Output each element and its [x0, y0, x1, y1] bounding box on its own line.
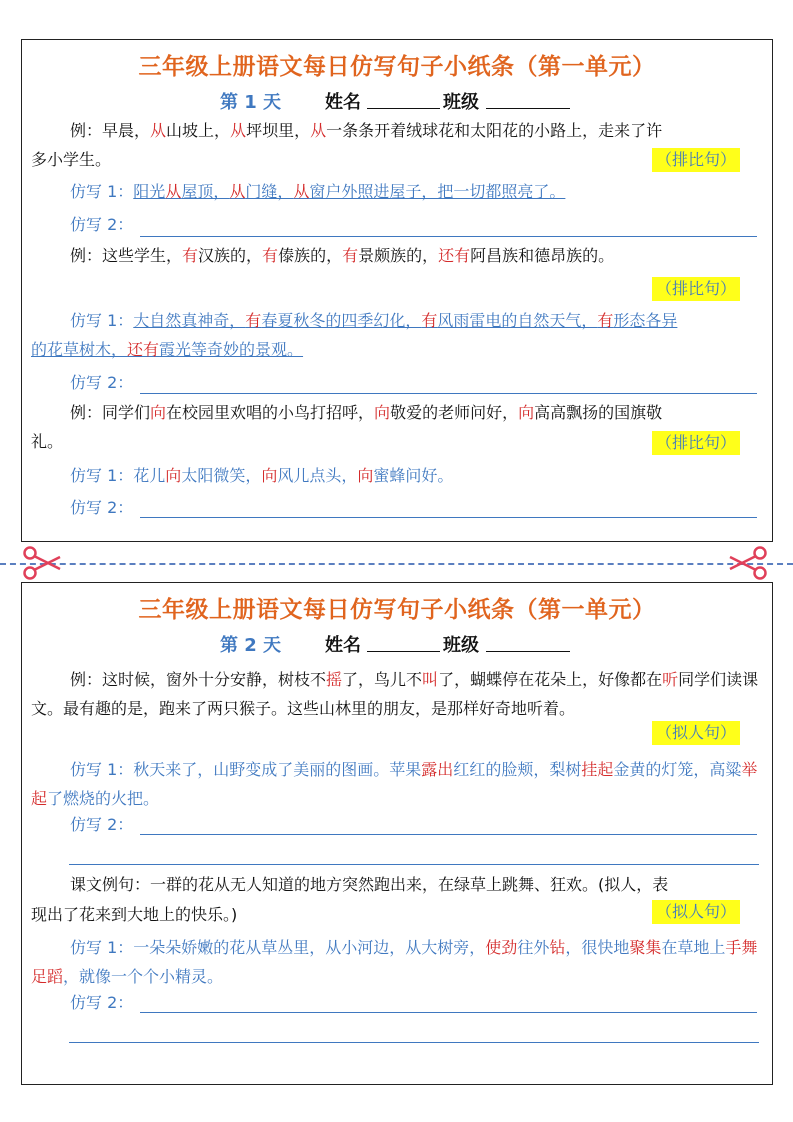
imitation-1-cont: 的花草树木，还有霞光等奇妙的景观。: [31, 340, 304, 359]
imitation-2-label: 仿写 2：: [70, 815, 134, 834]
card-title: 三年级上册语文每日仿写句子小纸条（第一单元）: [138, 597, 656, 623]
answer-line[interactable]: [140, 517, 757, 518]
info-row: [22, 631, 772, 657]
imitation-1: 仿写 1：花儿向太阳微笑，向风儿点头，向蜜蜂问好。: [70, 466, 454, 485]
day-label: 第 2 天: [220, 635, 282, 656]
sentence-type-tag: （排比句）: [652, 148, 740, 172]
answer-line[interactable]: [140, 1012, 757, 1013]
imitation-2-label: 仿写 2：: [70, 215, 134, 234]
answer-line[interactable]: [140, 834, 757, 835]
info-row: [22, 88, 772, 114]
sentence-type-tag: （排比句）: [652, 431, 740, 455]
name-blank[interactable]: [367, 651, 440, 652]
exercise-card-day-2: [21, 582, 773, 1085]
example-sentence-cont: 多小学生。: [31, 150, 112, 169]
answer-line[interactable]: [140, 393, 757, 394]
scissors-icon: [728, 545, 768, 581]
name-blank[interactable]: [367, 108, 440, 109]
sentence-type-tag: （排比句）: [652, 277, 740, 301]
imitation-1: 仿写 1：一朵朵娇嫩的花从草丛里，从小河边，从大树旁，使劲往外钻，很快地聚集在草地上手舞足蹈，就像一个个小精灵。: [31, 938, 758, 986]
sentence-type-tag: （拟人句）: [652, 900, 740, 924]
answer-line[interactable]: [140, 236, 757, 237]
example-sentence: 例：这些学生，有汉族的，有傣族的，有景颇族的，还有阿昌族和德昂族的。: [70, 246, 615, 265]
imitation-1: 仿写 1：秋天来了，山野变成了美丽的图画。苹果露出红红的脸颊，梨树挂起金黄的灯笼，高粱举起了燃烧的火把。: [31, 760, 758, 808]
day-label: 第 1 天: [220, 92, 282, 113]
name-label: 姓名: [325, 92, 361, 113]
class-label: 班级: [443, 92, 479, 113]
imitation-1: 仿写 1：大自然真神奇，有春夏秋冬的四季幻化，有风雨雷电的自然天气，有形态各异: [70, 311, 678, 330]
class-blank[interactable]: [486, 651, 570, 652]
answer-line[interactable]: [69, 1042, 759, 1043]
sentence-type-tag: （拟人句）: [652, 721, 740, 745]
imitation-2-label: 仿写 2：: [70, 993, 134, 1012]
class-label: 班级: [443, 635, 479, 656]
card-title: 三年级上册语文每日仿写句子小纸条（第一单元）: [138, 54, 656, 80]
imitation-2-label: 仿写 2：: [70, 498, 134, 517]
textbook-example: 课文例句：一群的花从无人知道的地方突然跑出来，在绿草上跳舞、狂欢。(拟人，表: [70, 875, 669, 894]
example-sentence: 例：同学们向在校园里欢唱的小鸟打招呼，向敬爱的老师问好，向高高飘扬的国旗敬: [70, 403, 663, 422]
textbook-example-cont: 现出了花来到大地上的快乐。): [31, 905, 238, 924]
cut-line: [0, 563, 793, 565]
scissors-icon: [22, 545, 62, 581]
exercise-card-day-1: [21, 39, 773, 542]
imitation-1: 仿写 1：阳光从屋顶，从门缝，从窗户外照进屋子，把一切都照亮了。: [70, 182, 566, 201]
name-label: 姓名: [325, 635, 361, 656]
example-sentence-cont: 礼。: [31, 432, 64, 451]
example-sentence: 例：早晨，从山坡上，从坪坝里，从一条条开着绒球花和太阳花的小路上，走来了许: [70, 121, 663, 140]
example-sentence: 例：这时候，窗外十分安静，树枝不摇了，鸟儿不叫了，蝴蝶停在花朵上，好像都在听同学们读课文。最有趣的是，跑来了两只猴子。这些山林里的朋友，是那样好奇地听着。: [31, 670, 759, 718]
imitation-2-label: 仿写 2：: [70, 373, 134, 392]
class-blank[interactable]: [486, 108, 570, 109]
answer-line[interactable]: [69, 864, 759, 865]
